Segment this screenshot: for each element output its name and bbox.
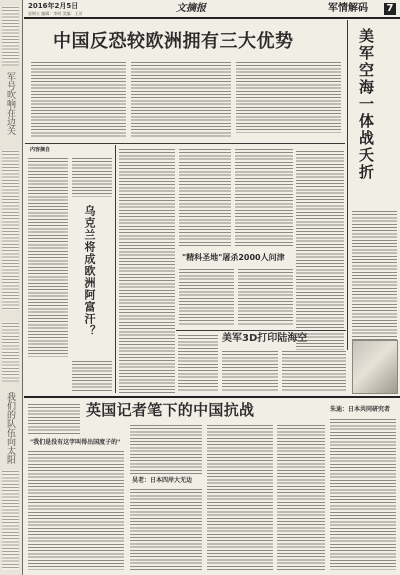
right-column-text bbox=[352, 210, 397, 350]
bottom-article-subhead: 吴老：日本四岸大无边 bbox=[132, 477, 193, 484]
bottom-article-text bbox=[330, 418, 396, 570]
bottom-mid-text bbox=[222, 350, 278, 392]
mid-article-text bbox=[238, 268, 293, 326]
masthead: 文摘报 bbox=[176, 3, 206, 14]
bottom-article-text bbox=[130, 424, 202, 474]
main-headline: 中国反恐较欧洲拥有三大优势 bbox=[53, 31, 294, 52]
left-strip-text-block bbox=[2, 322, 19, 382]
left-column-note: 内容摘自 bbox=[30, 147, 51, 153]
bottom-article-text bbox=[277, 424, 325, 570]
bottom-article-text bbox=[28, 403, 80, 435]
right-column-text bbox=[296, 150, 344, 350]
left-page-strip bbox=[0, 0, 23, 575]
left-column-text bbox=[72, 157, 112, 197]
mid-article-headline: "精科圣地"屠杀2000人问津 bbox=[182, 253, 285, 262]
main-article-text bbox=[31, 61, 126, 139]
right-column-rule bbox=[347, 20, 348, 350]
section-divider-rule bbox=[24, 396, 400, 398]
mid-article-text bbox=[179, 148, 231, 248]
left-strip-text-block bbox=[2, 6, 19, 66]
header-rule bbox=[24, 17, 400, 19]
right-column-headline: 美军空海一体战夭折 bbox=[357, 28, 375, 181]
main-article-bottom-rule bbox=[25, 143, 345, 144]
left-strip-text-block bbox=[2, 150, 19, 310]
issue-sub-info: 星期五 编辑：李明 美编：王芳 bbox=[28, 11, 83, 16]
main-article-text bbox=[236, 61, 341, 133]
issue-date: 2016年2月5日 bbox=[28, 2, 79, 10]
bottom-mid-headline: 美军3D打印陆海空 bbox=[222, 333, 308, 344]
left-column-rule bbox=[115, 145, 116, 393]
left-strip-bottom-text: 我们的队伍向太阳 bbox=[5, 392, 15, 464]
left-column-text bbox=[28, 157, 68, 357]
mid-article-text bbox=[119, 148, 175, 393]
section-title: 军情解码 bbox=[328, 3, 368, 14]
bottom-article-text bbox=[207, 424, 273, 570]
main-article bbox=[25, 21, 345, 141]
left-strip-top-text: 军号吹响在边关 bbox=[5, 72, 15, 135]
bottom-article-kicker: "我们是没有这字叫得出国度子的" bbox=[30, 439, 121, 446]
mid-article-text bbox=[235, 148, 293, 248]
page-number: 7 bbox=[384, 3, 396, 15]
mid-article-bottom-rule bbox=[176, 330, 346, 331]
left-column-text bbox=[72, 360, 112, 392]
bottom-article-source: 朱迪：日本共同研究者 bbox=[330, 406, 391, 413]
bottom-article-text bbox=[28, 450, 124, 570]
bottom-mid-text bbox=[282, 350, 346, 392]
mid-article-text bbox=[179, 268, 234, 326]
bottom-article-headline: 英国记者笔下的中国抗战 bbox=[86, 401, 255, 419]
article-photo bbox=[352, 340, 398, 394]
bottom-article-text bbox=[130, 488, 202, 570]
bottom-mid-text bbox=[178, 334, 218, 392]
left-strip-text-block bbox=[2, 470, 19, 570]
left-column-subhead: 乌克兰将成欧洲阿富汗？ bbox=[83, 205, 96, 337]
main-article-text bbox=[131, 61, 231, 139]
